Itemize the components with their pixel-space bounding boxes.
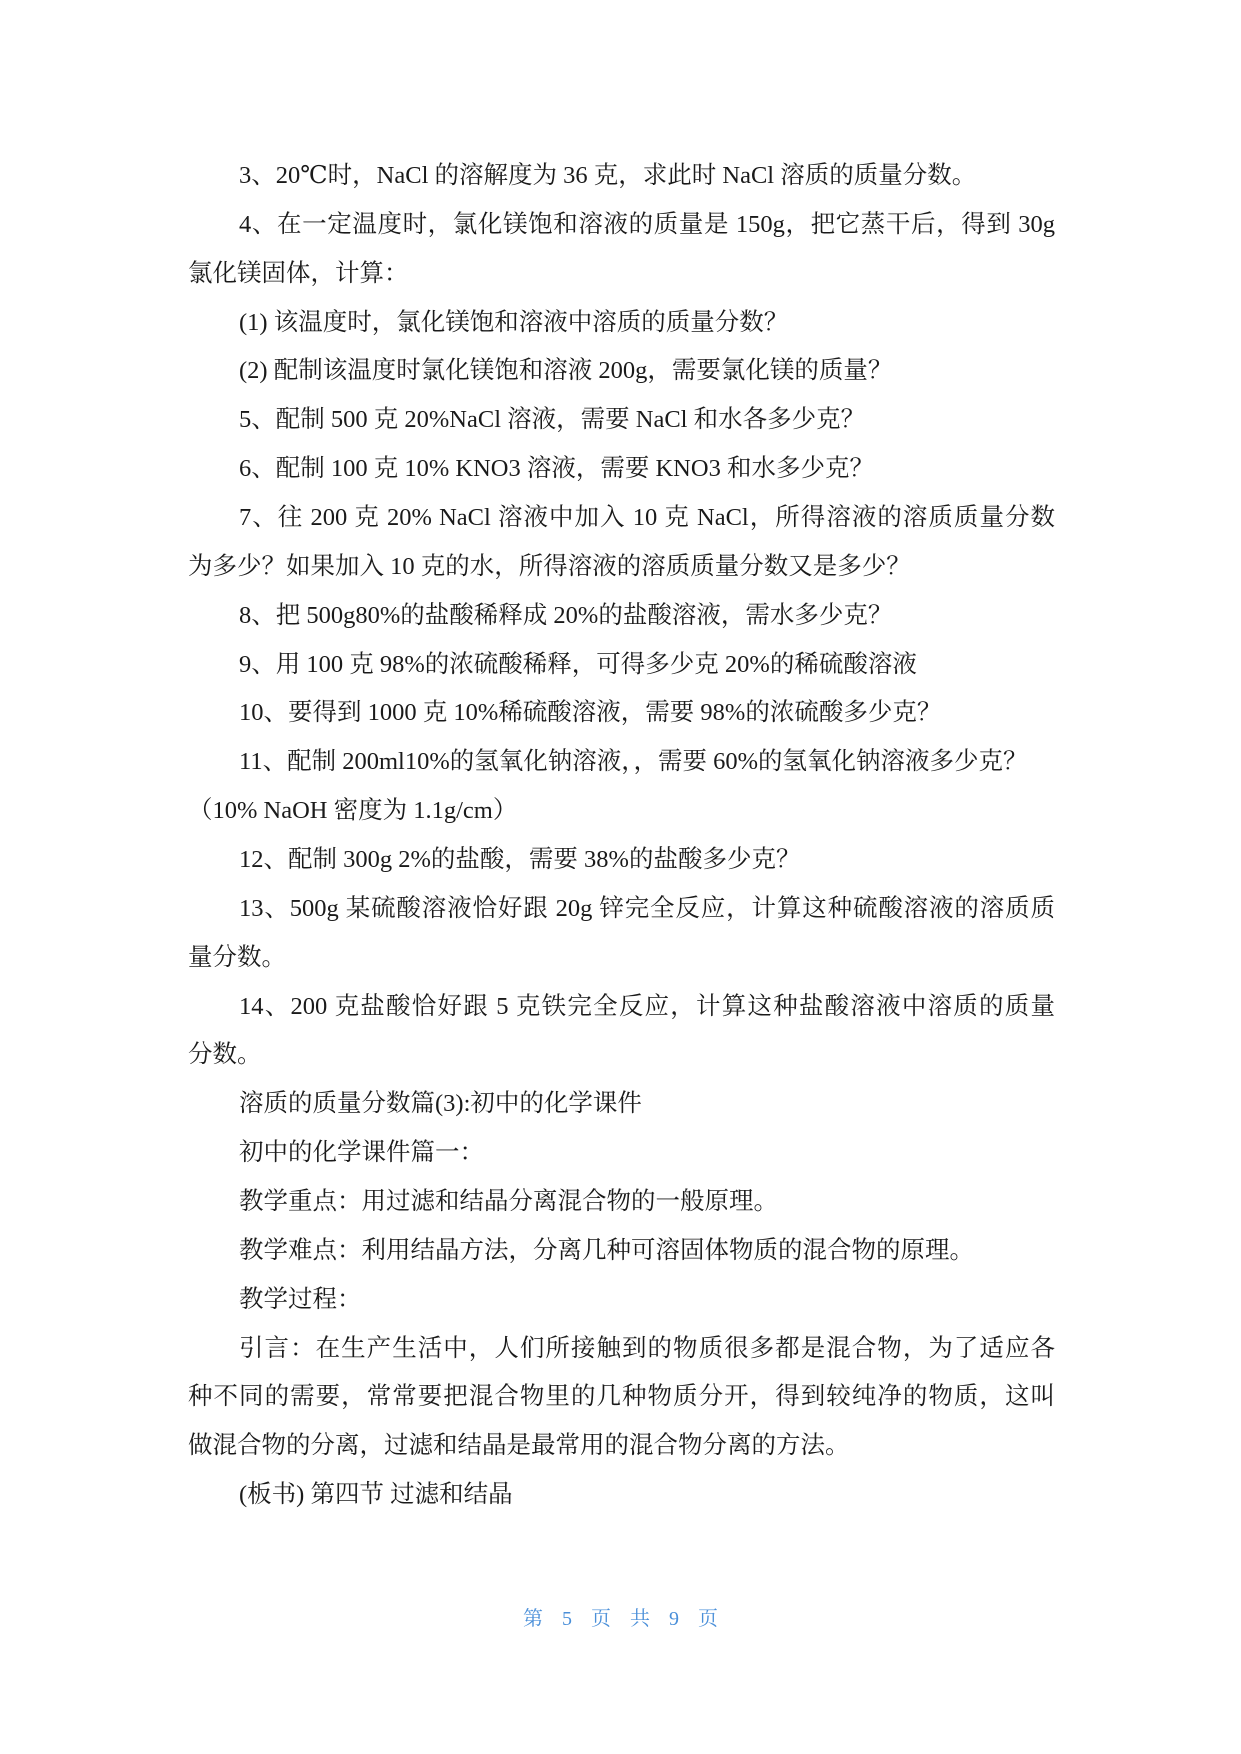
text-line: 为多少？如果加入 10 克的水，所得溶液的溶质质量分数又是多少？ — [188, 552, 911, 580]
paragraph-subquestion-2 — [188, 347, 1055, 396]
text-line: 4、在一定温度时，氯化镁饱和溶液的质量是 150g，把它蒸干后，得到 30g — [239, 210, 1055, 238]
text-line: 6、配制 100 克 10% KNO3 溶液，需要 KNO3 和水多少克？ — [239, 455, 874, 483]
text-line: 8、把 500g80%的盐酸稀释成 20%的盐酸溶液，需水多少克？ — [239, 601, 893, 629]
paragraph-difficult-point — [188, 1227, 1055, 1276]
text-line: 13、500g 某硫酸溶液恰好跟 20g 锌完全反应，计算这种硫酸溶液的溶质质 — [239, 894, 1055, 922]
text-line: (板书) 第四节 过滤和结晶 — [239, 1481, 513, 1509]
page-number-footer: 第 5 页 共 9 页 — [523, 1608, 718, 1630]
text-line: (2) 配制该温度时氯化镁饱和溶液 200g，需要氯化镁的质量？ — [239, 357, 893, 385]
paragraph-question-4 — [188, 201, 1055, 299]
text-line: 做混合物的分离，过滤和结晶是最常用的混合物分离的方法。 — [188, 1432, 850, 1460]
page-body — [188, 152, 1055, 1520]
paragraph-question-10 — [188, 689, 1055, 738]
text-line: 教学难点：利用结晶方法，分离几种可溶固体物质的混合物的原理。 — [239, 1236, 974, 1264]
text-line: 教学过程： — [239, 1285, 362, 1313]
text-line: 3、20℃时，NaCl 的溶解度为 36 克，求此时 NaCl 溶质的质量分数。 — [239, 162, 977, 189]
paragraph-question-3 — [188, 152, 1055, 201]
text-line: 14、200 克盐酸恰好跟 5 克铁完全反应，计算这种盐酸溶液中溶质的质量 — [239, 992, 1055, 1020]
text-line: 11、配制 200ml10%的氢氧化钠溶液，，需要 60%的氢氧化钠溶液多少克？ — [239, 748, 1028, 776]
text-line: 初中的化学课件篇一： — [239, 1139, 484, 1167]
paragraph-question-13 — [188, 885, 1055, 983]
paragraph-blackboard — [188, 1471, 1055, 1520]
text-line: 12、配制 300g 2%的盐酸，需要 38%的盐酸多少克？ — [239, 846, 801, 874]
text-line: 教学重点：用过滤和结晶分离混合物的一般原理。 — [239, 1188, 778, 1216]
text-line: (1) 该温度时，氯化镁饱和溶液中溶质的质量分数？ — [239, 308, 789, 336]
paragraph-question-8 — [188, 592, 1055, 641]
text-line: 溶质的质量分数篇(3):初中的化学课件 — [239, 1090, 642, 1118]
text-line: 7、往 200 克 20% NaCl 溶液中加入 10 克 NaCl，所得溶液的溶质质量分数 — [239, 504, 1055, 532]
text-line: 5、配制 500 克 20%NaCl 溶液，需要 NaCl 和水各多少克？ — [239, 406, 866, 434]
paragraph-introduction — [188, 1325, 1055, 1472]
paragraph-question-12 — [188, 836, 1055, 885]
text-line: 氯化镁固体，计算： — [188, 259, 409, 287]
paragraph-teaching-process — [188, 1276, 1055, 1325]
paragraph-question-5 — [188, 396, 1055, 445]
text-line: 量分数。 — [188, 943, 286, 971]
text-line: 9、用 100 克 98%的浓硫酸稀释，可得多少克 20%的稀硫酸溶液 — [239, 650, 917, 678]
subsection-heading — [188, 1129, 1055, 1178]
paragraph-question-6 — [188, 445, 1055, 494]
text-line: 分数。 — [188, 1041, 262, 1069]
paragraph-question-11 — [188, 738, 1055, 836]
paragraph-question-14 — [188, 983, 1055, 1081]
text-line: 引言：在生产生活中，人们所接触到的物质很多都是混合物，为了适应各 — [239, 1334, 1055, 1362]
text-line: 种不同的需要，常常要把混合物里的几种物质分开，得到较纯净的物质，这叫 — [188, 1383, 1055, 1411]
paragraph-subquestion-1 — [188, 299, 1055, 348]
text-line: 10、要得到 1000 克 10%稀硫酸溶液，需要 98%的浓硫酸多少克？ — [239, 699, 942, 727]
text-line: （10% NaOH 密度为 1.1g/cm） — [188, 797, 518, 825]
paragraph-question-7 — [188, 494, 1055, 592]
paragraph-question-9 — [188, 641, 1055, 690]
paragraph-key-point — [188, 1178, 1055, 1227]
section-heading — [188, 1080, 1055, 1129]
